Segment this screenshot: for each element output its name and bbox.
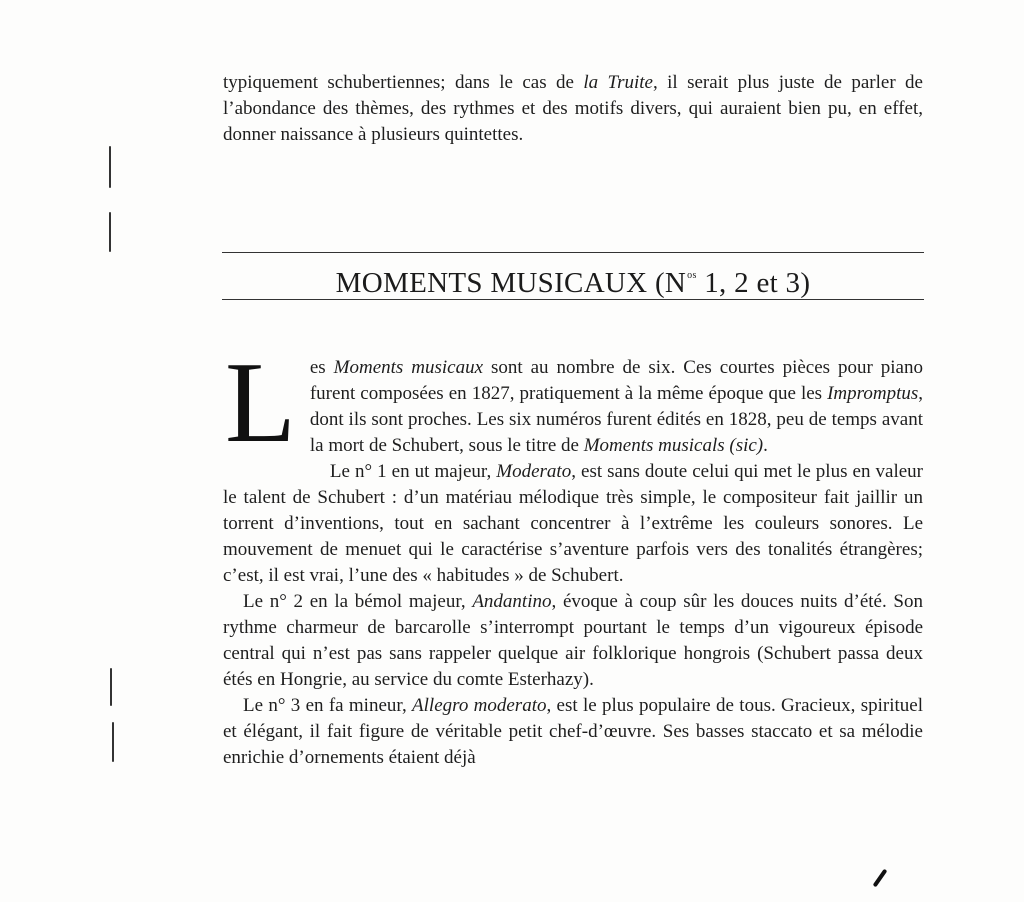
body-text bbox=[223, 339, 924, 771]
ink-mark bbox=[873, 869, 888, 888]
paragraph-text: Le n° 1 en ut majeur, bbox=[329, 461, 497, 482]
heading-rule-bottom bbox=[222, 299, 924, 300]
paragraph-2 bbox=[223, 459, 923, 589]
heading-main: MOMENTS MUSICAUX (N bbox=[335, 267, 687, 299]
margin-mark bbox=[109, 146, 111, 188]
paragraph-text: . bbox=[763, 435, 768, 456]
margin-mark bbox=[109, 212, 111, 252]
paragraph-3 bbox=[223, 589, 923, 693]
paragraph-text: , est le plus populaire de tous. Gracieux, spirituel et élégant, il fait figure de véritable petit chef-d’œuvre. Ses basses staccato et sa mélodie enrichie d’ornements étaient déjà bbox=[223, 695, 924, 768]
paragraph-4 bbox=[223, 693, 923, 771]
paragraph-italic: Impromptus bbox=[827, 383, 919, 404]
paragraph-text: , évoque à coup sûr les douces nuits d’été. Son rythme charmeur de barcarolle s’interrompt pourtant le temps d’un vigoureux épisode central qui n’est pas sans rappeler quelque air folklorique hongrois (Schubert passa deux étés en Hongrie, au service du comte Esterhazy). bbox=[223, 591, 923, 690]
intro-paragraph bbox=[223, 70, 923, 148]
paragraph-italic: Moments musicaux bbox=[333, 357, 484, 378]
paragraph-italic: Allegro moderato bbox=[412, 695, 547, 716]
paragraph-italic: Moments musicals (sic) bbox=[583, 435, 764, 456]
paragraph-text: Le n° 2 en la bémol majeur, bbox=[243, 591, 473, 612]
paragraph-italic: Moderato bbox=[496, 461, 572, 482]
margin-mark bbox=[110, 668, 112, 706]
section-heading bbox=[222, 255, 924, 297]
paragraph-text: , dont ils sont proches. Les six numéros furent édités en 1828, peu de temps avant la mort de Schubert, sous le titre de bbox=[309, 383, 923, 456]
paragraph-text: sont au nombre de six. Ces courtes pièces pour piano furent composées en 1827, pratiquement à la même époque que les bbox=[309, 357, 923, 404]
margin-mark bbox=[112, 722, 114, 762]
paragraph-text: es bbox=[309, 357, 334, 378]
heading-rule-top bbox=[222, 252, 924, 253]
intro-italic-title: la Truite bbox=[583, 72, 653, 93]
paragraph-text: Le n° 3 en fa mineur, bbox=[243, 695, 413, 716]
paragraph-text: , est sans doute celui qui met le plus en valeur le talent de Schubert : d’un matériau mélodique très simple, le compositeur fait jaillir un torrent d’inventions, tout en sachant concentrer à l’extrême les couleurs sonores. Le mouvement de menuet qui le caractérise s’aventure parfois vers des tonalités étrangères; c’est, il est vrai, l’une des « habitudes » de Schubert. bbox=[223, 461, 923, 586]
drop-cap: L bbox=[225, 339, 296, 467]
heading-superscript: os bbox=[687, 270, 697, 281]
heading-tail: 1, 2 et 3) bbox=[696, 267, 811, 299]
intro-text: , il serait plus juste de parler de l’abondance des thèmes, des rythmes et des motifs divers, qui auraient bien pu, en effet, donner naissance à plusieurs quintettes. bbox=[223, 72, 923, 145]
paragraph-1 bbox=[223, 339, 923, 467]
intro-text: typiquement schubertiennes; dans le cas de bbox=[223, 72, 584, 93]
paragraph-italic: Andantino bbox=[472, 591, 552, 612]
